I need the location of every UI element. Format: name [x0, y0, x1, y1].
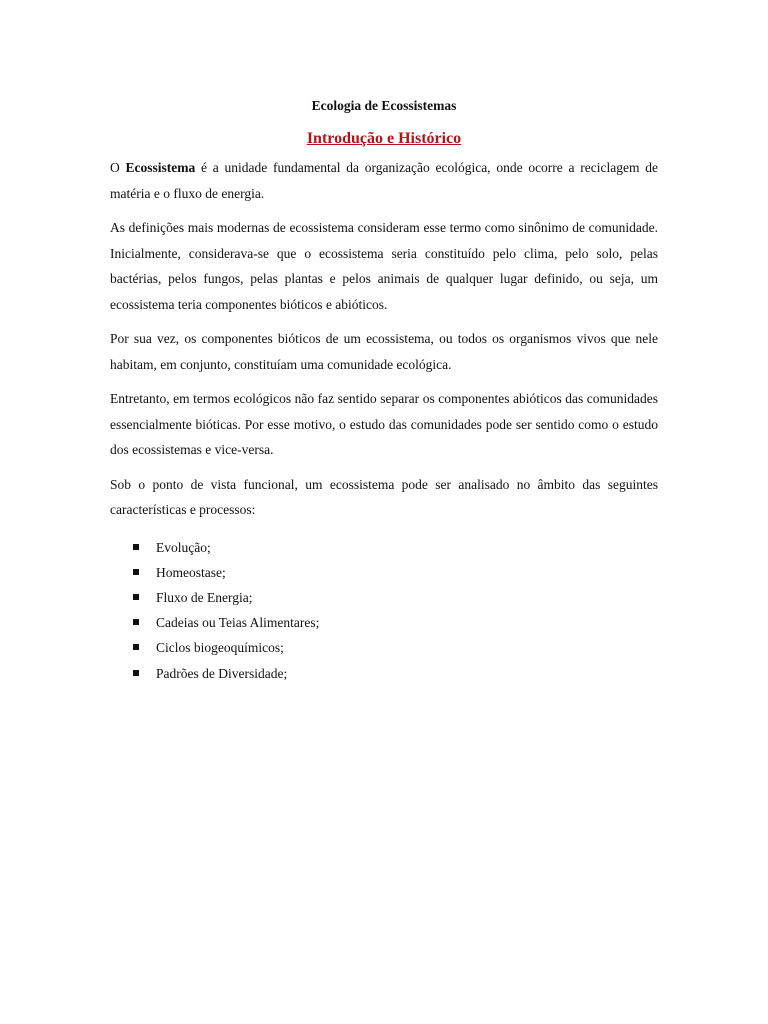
paragraph-functional-view: Sob o ponto de vista funcional, um ecossistema pode ser analisado no âmbito das seguintes características e processos: — [110, 476, 658, 517]
document-page — [110, 96, 658, 686]
process-list — [110, 535, 658, 686]
list-item — [110, 585, 658, 610]
list-item — [110, 560, 658, 585]
document-title: Ecologia de Ecossistemas — [311, 98, 457, 113]
paragraph-biotic-components: Por sua vez, os componentes bióticos de um ecossistema, ou todos os organismos vivos que nele habitam, em conjunto, constituíam uma comunidade ecológica. — [110, 331, 658, 372]
list-item-label: Evolução; — [156, 539, 211, 555]
square-bullet-icon — [133, 644, 139, 650]
intro-prefix: O — [110, 160, 126, 175]
list-item-label: Cadeias ou Teias Alimentares; — [156, 615, 320, 631]
square-bullet-icon — [133, 569, 139, 575]
list-item — [110, 535, 658, 560]
list-item — [110, 610, 658, 635]
intro-rest: é a unidade fundamental da organização ecológica, onde ocorre a reciclagem de matéria e o fluxo de energia. — [110, 160, 659, 201]
square-bullet-icon — [133, 619, 139, 625]
list-item-label: Ciclos biogeoquímicos; — [156, 640, 284, 656]
list-item-label: Fluxo de Energia; — [156, 589, 253, 605]
list-item — [110, 635, 658, 660]
paragraph-ecological-terms: Entretanto, em termos ecológicos não faz sentido separar os componentes abióticos das comunidades essencialmente bióticas. Por esse motivo, o estudo das comunidades pode ser sentido como o estudo dos ecossistemas e vice-versa. — [110, 391, 658, 457]
section-heading: Introdução e Histórico — [306, 130, 462, 147]
square-bullet-icon — [133, 670, 139, 676]
list-item-label: Padrões de Diversidade; — [156, 665, 288, 681]
square-bullet-icon — [133, 594, 139, 600]
intro-term: Ecossistema — [125, 160, 196, 175]
list-item-label: Homeostase; — [156, 564, 226, 580]
square-bullet-icon — [133, 544, 139, 550]
list-item — [110, 661, 658, 686]
intro-paragraph — [110, 155, 658, 206]
paragraph-definitions: As definições mais modernas de ecossistema consideram esse termo como sinônimo de comunidade. Inicialmente, considerava-se que o ecossistema seria constituído pelo clima, pelo solo, pelas bactérias, pelos fungos, pelas plantas e pelos animais de qualquer lugar definido, ou seja, um ecossistema teria componentes bióticos e abióticos. — [110, 220, 658, 312]
